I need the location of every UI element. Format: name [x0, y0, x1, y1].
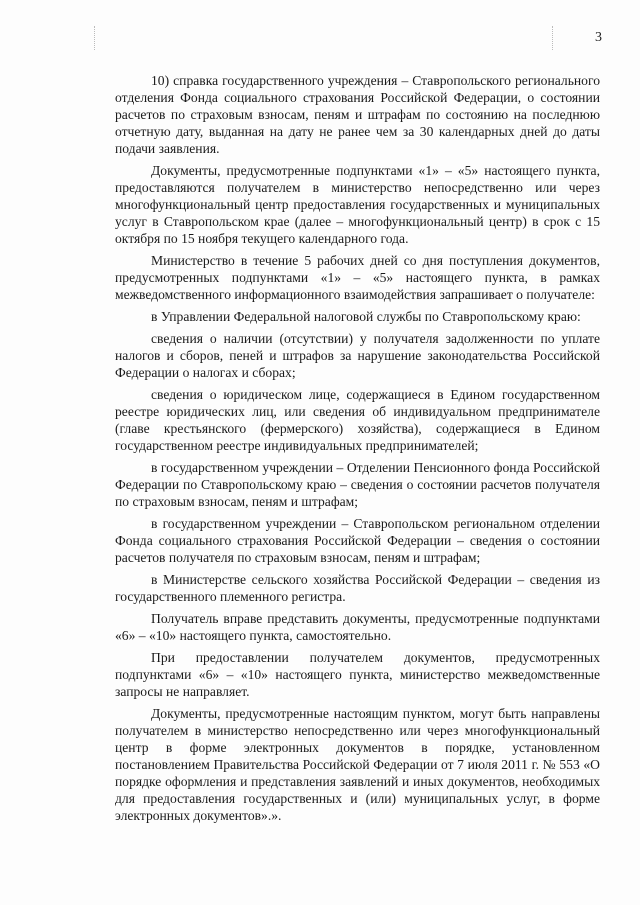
- paragraph-no-requests: При предоставлении получателем документов, предусмотренных подпунктами «6» – «10» настоящего пункта, министерство межведомственные запросы не направляет.: [115, 650, 600, 699]
- paragraph-item-10-certificate: 10) справка государственного учреждения – Ставропольского регионального отделения Фонда социального страхования Российской Федерации, о состоянии расчетов по страховым взносам, пеням и штрафам по состоянию на последнюю отчетную дату, выданная на дату не ранее чем за 30 календарных дней до даты подачи заявления.: [115, 73, 600, 156]
- page-number: 3: [595, 30, 602, 45]
- scan-margin-mark-left: [94, 26, 95, 50]
- scan-margin-mark-right: [552, 26, 553, 50]
- document-body: [115, 72, 600, 829]
- paragraph-pension-fund: в государственном учреждении – Отделении Пенсионного фонда Российской Федерации по Ставропольскому краю – сведения о состоянии расчетов получателя по страховым взносам, пеням и штрафам;: [115, 460, 600, 509]
- paragraph-ministry-requests: Министерство в течение 5 рабочих дней со дня поступления документов, предусмотренных подпунктами «1» – «5» настоящего пункта, в рамках межведомственного информационного взаимодействия запрашивает о получателе:: [115, 253, 600, 302]
- paragraph-social-insurance-fund: в государственном учреждении – Ставропольском региональном отделении Фонда социального страхования Российской Федерации – сведения о состоянии расчетов получателя по страховым взносам, пеням и штрафам;: [115, 516, 600, 565]
- paragraph-registry-info: сведения о юридическом лице, содержащиеся в Едином государственном реестре юридических лиц, или сведения об индивидуальном предпринимателе (главе крестьянского (фермерского) хозяйства), содержащиеся в Едином государственном реестре индивидуальных предпринимателей;: [115, 387, 600, 453]
- paragraph-tax-debt-info: сведения о наличии (отсутствии) у получателя задолженности по уплате налогов и сборов, пеней и штрафов за нарушение законодательства Российской Федерации о налогах и сборах;: [115, 331, 600, 380]
- paragraph-electronic-documents: Документы, предусмотренные настоящим пунктом, могут быть направлены получателем в министерство непосредственно или через многофункциональный центр в форме электронных документов в порядке, установленном постановлением Правительства Российской Федерации от 7 июля 2011 г. № 553 «О порядке оформления и представления заявлений и иных документов, необходимых для предоставления государственных и (или) муниципальных услуг, в форме электронных документов».».: [115, 706, 600, 823]
- paragraph-recipient-right: Получатель вправе представить документы, предусмотренные подпунктами «6» – «10» настоящего пункта, самостоятельно.: [115, 611, 600, 643]
- paragraph-agriculture-ministry: в Министерстве сельского хозяйства Российской Федерации – сведения из государственного племенного регистра.: [115, 572, 600, 604]
- paragraph-tax-service: в Управлении Федеральной налоговой службы по Ставропольскому краю:: [151, 309, 581, 324]
- paragraph-documents-submission: Документы, предусмотренные подпунктами «1» – «5» настоящего пункта, предоставляются получателем в министерство непосредственно или через многофункциональный центр предоставления государственных и муниципальных услуг в Ставропольском крае (далее – многофункциональный центр) в срок с 15 октября по 15 ноября текущего календарного года.: [115, 163, 600, 246]
